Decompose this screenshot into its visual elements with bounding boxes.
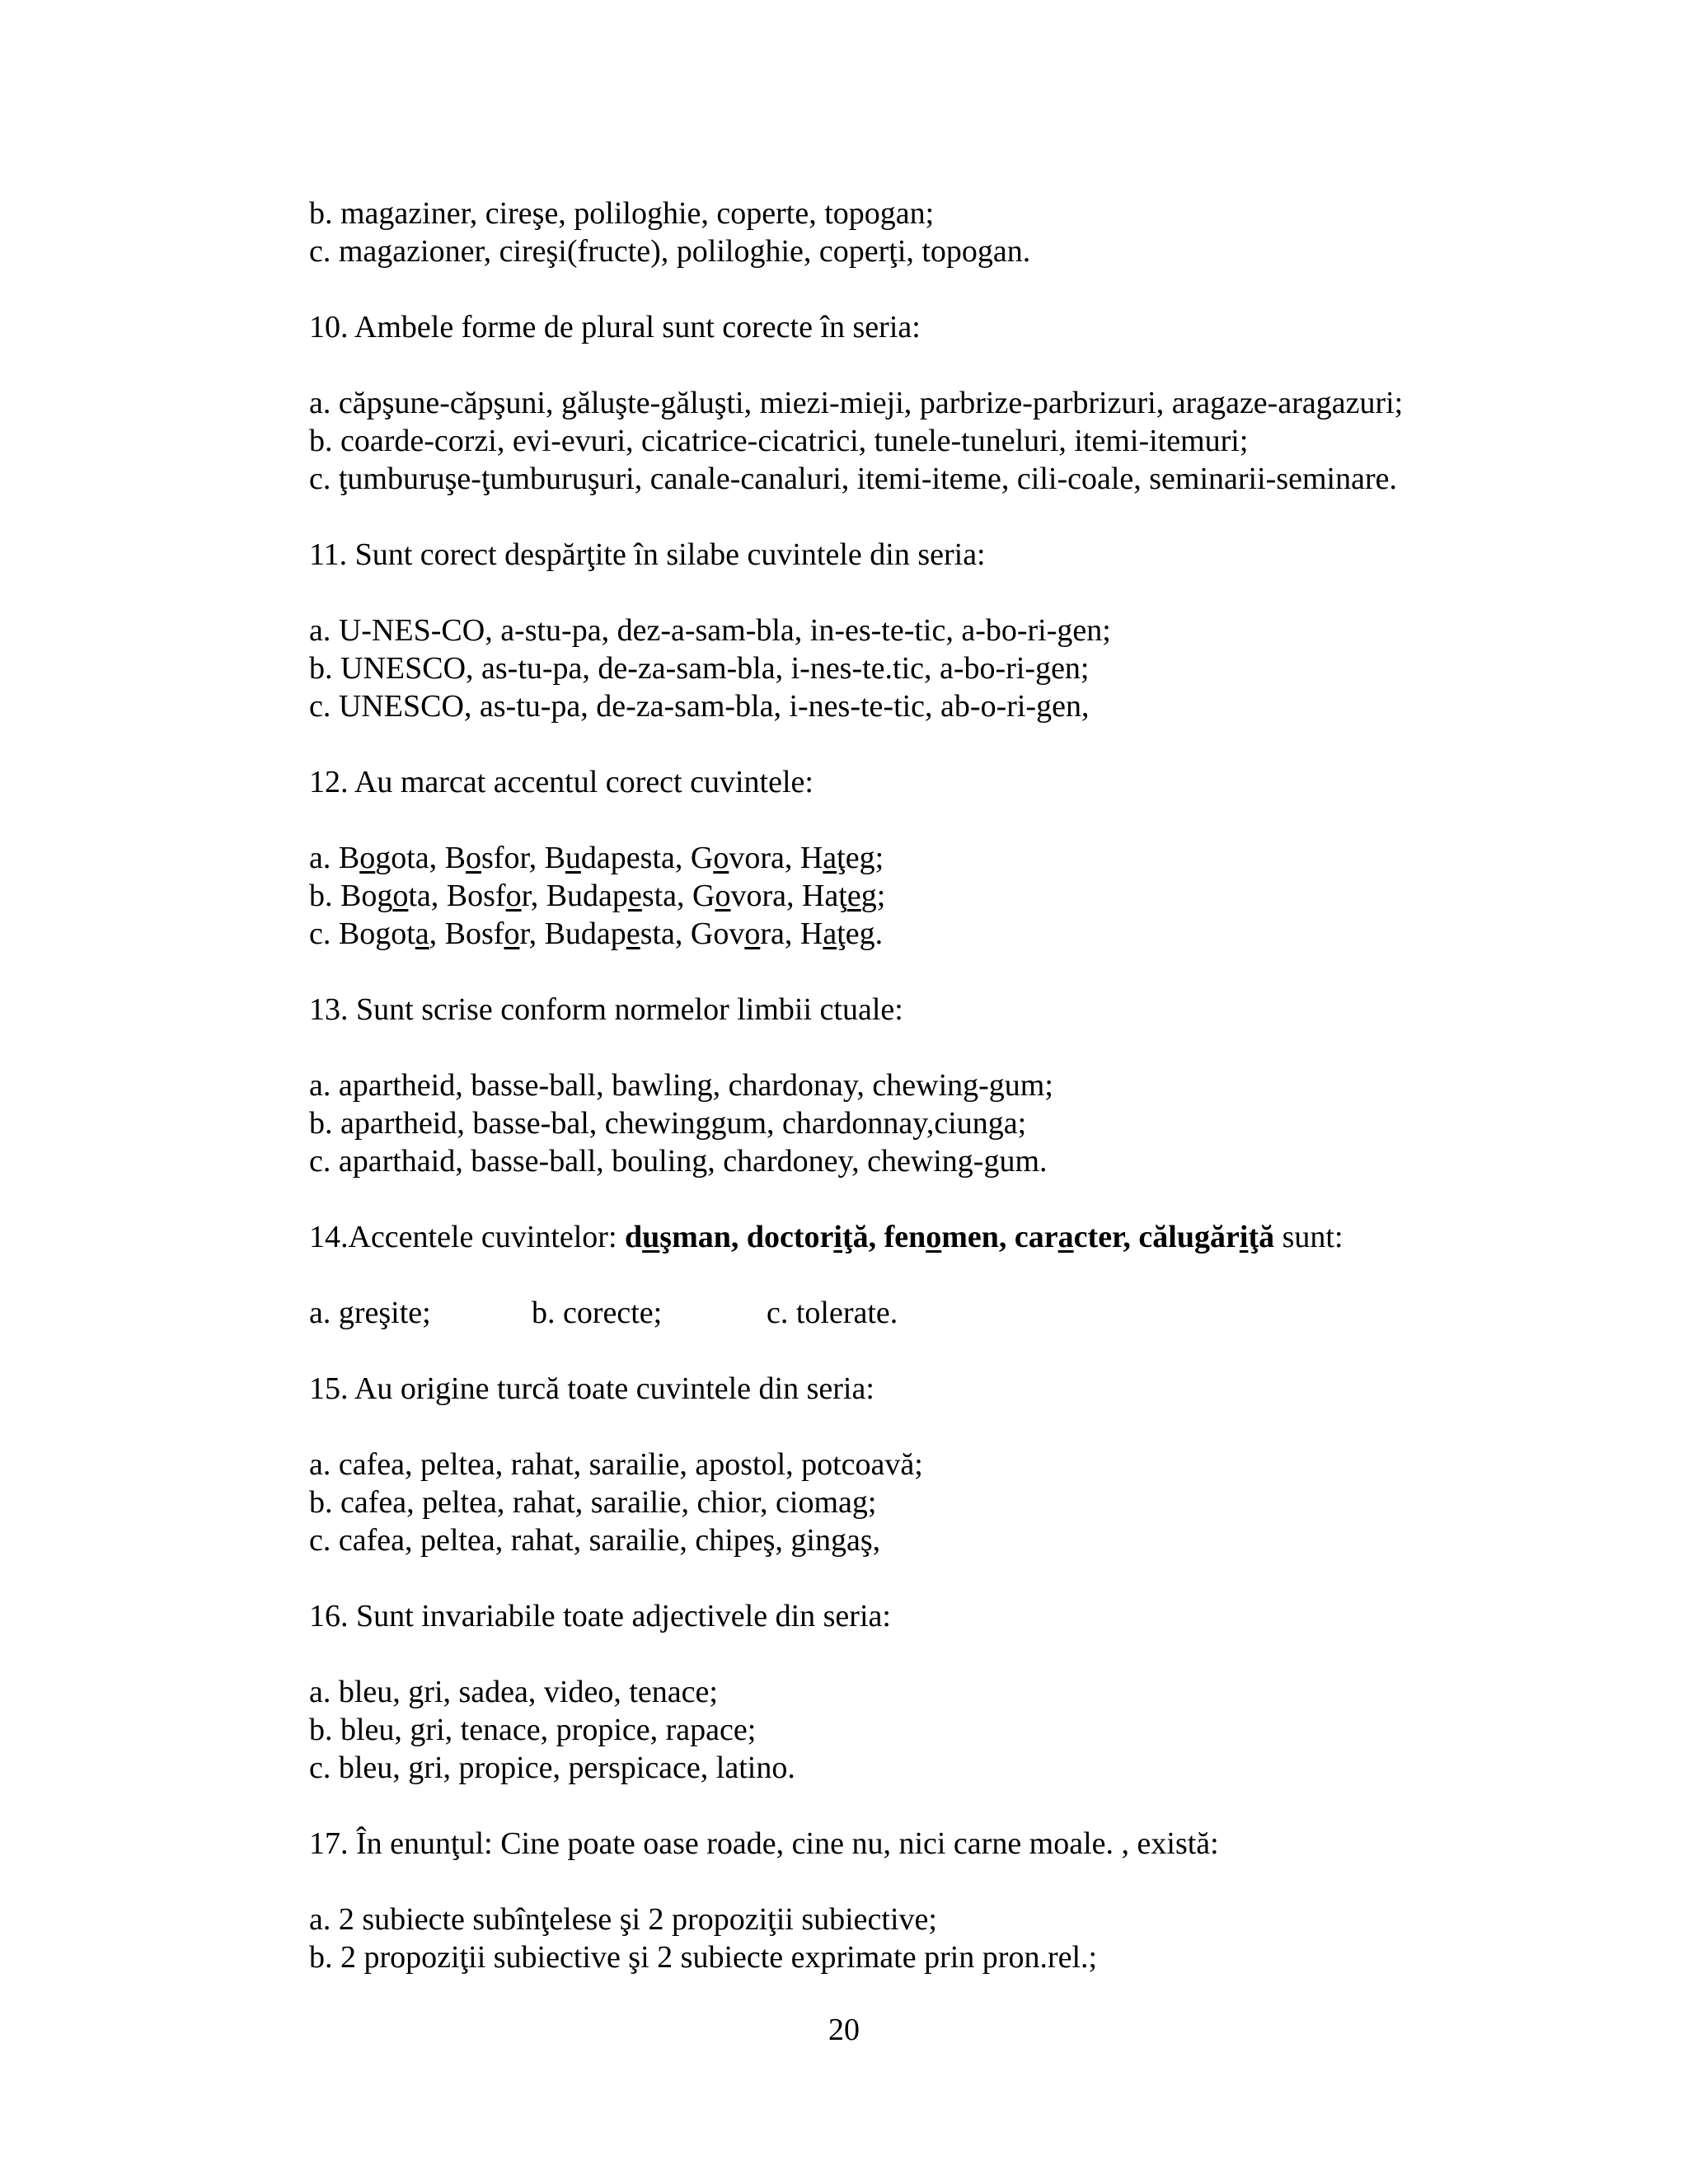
- accent-letter: i: [833, 1220, 842, 1254]
- question-11: 11. Sunt corect despărţite în silabe cuvintele din seria:: [309, 537, 986, 572]
- text-run: 14.Accentele cuvintelor:: [309, 1220, 626, 1254]
- text-run: b. Bog: [309, 879, 393, 913]
- q11-option-b: b. UNESCO, as-tu-pa, de-za-sam-bla, i-nes-te.tic, a-bo-ri-gen;: [309, 651, 1090, 686]
- text-run: r, Budap: [519, 916, 626, 951]
- accent-letter: u: [565, 841, 581, 875]
- text-run: ra, H: [760, 916, 823, 951]
- text-run: d: [625, 1220, 643, 1254]
- accent-letter: a: [415, 916, 429, 951]
- q12-option-c: [309, 915, 883, 953]
- q16-option-b: b. bleu, gri, tenace, propice, rapace;: [309, 1713, 757, 1747]
- text-run: gota, B: [375, 841, 466, 875]
- text-run: ţeg;: [837, 841, 884, 875]
- text-run: ta, Bosf: [408, 879, 506, 913]
- text-run: ţeg.: [837, 916, 884, 951]
- accent-letter: o: [715, 879, 731, 913]
- accent-letter: o: [466, 841, 481, 875]
- q14-option-b: b. corecte;: [532, 1296, 663, 1330]
- accent-letter: u: [642, 1220, 660, 1254]
- q15-option-b: b. cafea, peltea, rahat, sarailie, chior, ciomag;: [309, 1485, 877, 1520]
- accent-letter: a: [1057, 1220, 1074, 1254]
- q10-option-b: b. coarde-corzi, evi-evuri, cicatrice-cicatrici, tunele-tuneluri, itemi-itemuri;: [309, 424, 1249, 458]
- q12-option-b: [309, 877, 885, 915]
- question-14: [309, 1218, 1343, 1256]
- q11-option-c: c. UNESCO, as-tu-pa, de-za-sam-bla, i-nes-te-tic, ab-o-ri-gen,: [309, 689, 1090, 724]
- question-17: 17. În enunţul: Cine poate oase roade, cine nu, nici carne moale. , există:: [309, 1826, 1219, 1861]
- accent-letter: o: [504, 916, 520, 951]
- q13-option-c: c. aparthaid, basse-ball, bouling, chardoney, chewing-gum.: [309, 1144, 1048, 1179]
- accent-letter: o: [713, 841, 729, 875]
- accent-letter: a: [823, 916, 837, 951]
- text-run: sunt:: [1274, 1220, 1343, 1254]
- text-run: dapesta, G: [580, 841, 714, 875]
- q14-options: [309, 1294, 1381, 1332]
- text-run: , Bosf: [429, 916, 504, 951]
- q9-option-b: b. magaziner, cireşe, polilоghie, coperte, topogan;: [309, 196, 935, 231]
- q11-option-a: a. U-NES-CO, a-stu-pa, dez-a-sam-bla, in-es-te-tic, a-bo-ri-gen;: [309, 613, 1111, 648]
- question-12: 12. Au marcat accentul corect cuvintele:: [309, 765, 814, 799]
- q15-option-a: a. cafea, peltea, rahat, sarailie, apostol, potcoavă;: [309, 1447, 923, 1482]
- q14-option-a: a. greşite;: [309, 1296, 431, 1330]
- text-run: sfor, B: [481, 841, 565, 875]
- text-run: men, car: [941, 1220, 1058, 1254]
- text-run: cter, călugăr: [1073, 1220, 1240, 1254]
- question-13: 13. Sunt scrise conform normelor limbii ctuale:: [309, 992, 903, 1027]
- accent-letter: a: [823, 841, 837, 875]
- q13-option-b: b. apartheid, basse-bal, chewinggum, chardonnay,ciunga;: [309, 1106, 1027, 1141]
- text-run: ţă: [1248, 1220, 1275, 1254]
- q13-option-a: a. apartheid, basse-ball, bawling, chardonay, chewing-gum;: [309, 1068, 1053, 1103]
- text-run: vora, H: [729, 841, 823, 875]
- q12-option-a: [309, 839, 884, 877]
- q16-option-a: a. bleu, gri, sadea, video, tenace;: [309, 1675, 718, 1709]
- accent-letter: e: [626, 916, 640, 951]
- question-10: 10. Ambele forme de plural sunt corecte în seria:: [309, 310, 921, 344]
- q17-option-b: b. 2 propoziţii subiective şi 2 subiecte exprimate prin pron.rel.;: [309, 1940, 1098, 1975]
- text-run: sta, Gov: [640, 916, 745, 951]
- text-run: şman, doctor: [659, 1220, 834, 1254]
- text-run: sta, G: [641, 879, 715, 913]
- q14-option-c: c. tolerate.: [767, 1296, 898, 1330]
- accent-letter: o: [926, 1220, 942, 1254]
- question-16: 16. Sunt invariabile toate adjectivele din seria:: [309, 1599, 891, 1633]
- bold-words: [625, 1220, 1274, 1254]
- text-run: g;: [860, 879, 886, 913]
- accent-letter: e: [846, 879, 861, 913]
- accent-letter: o: [359, 841, 376, 875]
- question-15: 15. Au origine turcă toate cuvintele din seria:: [309, 1371, 874, 1406]
- q16-option-c: c. bleu, gri, propice, perspicace, latino.: [309, 1750, 795, 1785]
- q10-option-c: c. ţumburuşe-ţumburuşuri, canale-canaluri, itemi-iteme, cili-coale, seminarii-seminare.: [309, 462, 1397, 496]
- text-run: a. B: [309, 841, 360, 875]
- q15-option-c: c. cafea, peltea, rahat, sarailie, chipeş, gingaş,: [309, 1523, 881, 1558]
- text-run: ţă, fen: [842, 1220, 926, 1254]
- page-number: 20: [828, 2013, 860, 2047]
- text-run: vora, Haţ: [730, 879, 847, 913]
- accent-letter: o: [744, 916, 761, 951]
- text-run: r, Budap: [521, 879, 628, 913]
- text-run: c. Bogot: [309, 916, 415, 951]
- accent-letter: o: [505, 879, 522, 913]
- q10-option-a: a. căpşune-căpşuni, găluşte-găluşti, miezi-mieji, parbrize-parbrizuri, aragaze-aragazuri;: [309, 386, 1404, 420]
- accent-letter: i: [1239, 1220, 1249, 1254]
- q9-option-c: c. magazioner, cireşi(fructe), polilоghie, coperţi, topogan.: [309, 234, 1031, 269]
- accent-letter: e: [627, 879, 642, 913]
- q17-option-a: a. 2 subiecte subînţelese şi 2 propoziţii subiective;: [309, 1902, 937, 1937]
- accent-letter: o: [392, 879, 409, 913]
